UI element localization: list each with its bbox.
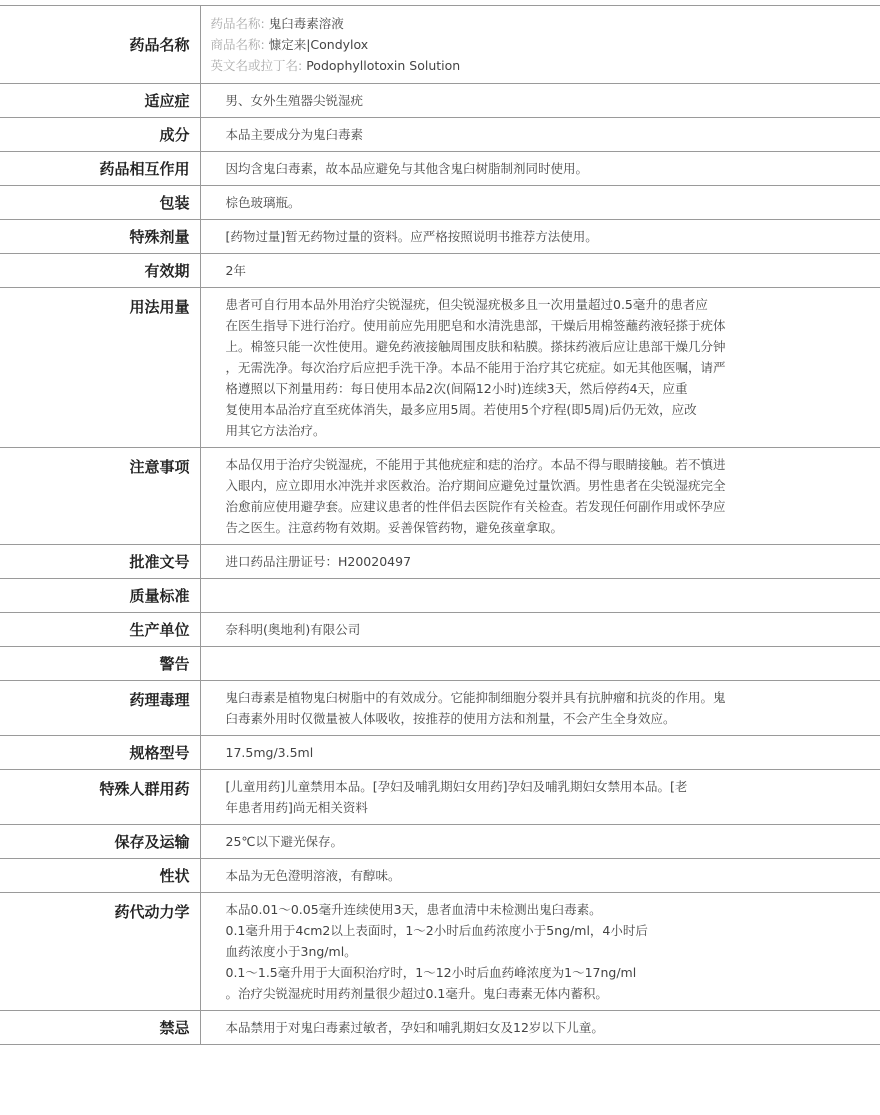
label-packaging: 包装	[0, 186, 200, 220]
dosage-line: 上。棉签只能一次性使用。避免药液接触周围皮肤和粘膜。搽抹药液后应让患部干燥几分钟	[225, 339, 726, 354]
row-appearance	[0, 859, 880, 893]
value-indication: 男、女外生殖器尖锐湿疣	[200, 84, 880, 118]
label-drug-name: 药品名称	[0, 6, 200, 84]
pharmacokinetics-line: 0.1毫升用于4cm2以上表面时，1～2小时后血药浓度小于5ng/ml，4小时后	[225, 923, 648, 938]
label-quality: 质量标准	[0, 579, 200, 613]
value-interactions: 因均含鬼臼毒素，故本品应避免与其他含鬼臼树脂制剂同时使用。	[200, 152, 880, 186]
dosage-line: ，无需洗净。每次治疗后应把手洗干净。本品不能用于治疗其它疣症。如无其他医嘱，请严	[225, 360, 726, 375]
label-ingredients: 成分	[0, 118, 200, 152]
dosage-line: 在医生指导下进行治疗。使用前应先用肥皂和水清洗患部，干燥后用棉签蘸药液轻搽于疣体	[225, 318, 726, 333]
label-dosage: 用法用量	[0, 288, 200, 448]
label-special-populations: 特殊人群用药	[0, 770, 200, 825]
value-storage: 25℃以下避光保存。	[200, 825, 880, 859]
value-approval: 进口药品注册证号：H20020497	[200, 545, 880, 579]
row-overdose	[0, 220, 880, 254]
english-name-label: 英文名或拉丁名:	[210, 58, 303, 73]
value-ingredients: 本品主要成分为鬼臼毒素	[200, 118, 880, 152]
row-specification	[0, 736, 880, 770]
value-pharmacology	[200, 681, 880, 736]
trade-name-line	[211, 34, 791, 55]
value-expiry: 2年	[200, 254, 880, 288]
label-manufacturer: 生产单位	[0, 613, 200, 647]
label-expiry: 有效期	[0, 254, 200, 288]
row-packaging	[0, 186, 880, 220]
row-special-populations	[0, 770, 880, 825]
row-storage	[0, 825, 880, 859]
english-name-line	[211, 55, 791, 76]
pharmacology-line: 鬼臼毒素是植物鬼臼树脂中的有效成分。它能抑制细胞分裂并具有抗肿瘤和抗炎的作用。鬼	[225, 690, 726, 705]
dosage-line: 患者可自行用本品外用治疗尖锐湿疣，但尖锐湿疣极多且一次用量超过0.5毫升的患者应	[225, 297, 708, 312]
trade-name-value: 慷定来|Condylox	[268, 37, 369, 52]
label-approval: 批准文号	[0, 545, 200, 579]
label-pharmacology: 药理毒理	[0, 681, 200, 736]
row-pharmacokinetics	[0, 893, 880, 1011]
value-drug-names	[200, 6, 880, 84]
label-overdose: 特殊剂量	[0, 220, 200, 254]
row-pharmacology	[0, 681, 880, 736]
dosage-line: 复使用本品治疗直至疣体消失，最多应用5周。若使用5个疗程(即5周)后仍无效，应改	[225, 402, 697, 417]
special-populations-line: [儿童用药]儿童禁用本品。[孕妇及哺乳期妇女用药]孕妇及哺乳期妇女禁用本品。[老	[225, 779, 688, 794]
value-specification: 17.5mg/3.5ml	[200, 736, 880, 770]
value-dosage	[200, 288, 880, 448]
label-interactions: 药品相互作用	[0, 152, 200, 186]
pharmacokinetics-line: 本品0.01～0.05毫升连续使用3天，患者血清中未检测出鬼臼毒素。	[225, 902, 602, 917]
value-quality	[200, 579, 880, 613]
label-storage: 保存及运输	[0, 825, 200, 859]
row-dosage	[0, 288, 880, 448]
value-pharmacokinetics	[200, 893, 880, 1011]
label-indication: 适应症	[0, 84, 200, 118]
row-precautions	[0, 448, 880, 545]
drug-info-table	[0, 5, 880, 1045]
dosage-line: 格遵照以下剂量用药：每日使用本品2次(间隔12小时)连续3天，然后停药4天，应重	[225, 381, 688, 396]
precautions-line: 告之医生。注意药物有效期。妥善保管药物，避免孩童拿取。	[225, 520, 564, 535]
row-drug-names	[0, 6, 880, 84]
value-packaging: 棕色玻璃瓶。	[200, 186, 880, 220]
pharmacokinetics-line: 。治疗尖锐湿疣时用药剂量很少超过0.1毫升。鬼臼毒素无体内蓄积。	[225, 986, 608, 1001]
label-appearance: 性状	[0, 859, 200, 893]
row-contraindications	[0, 1011, 880, 1045]
generic-name-label: 药品名称:	[210, 16, 265, 31]
row-interactions	[0, 152, 880, 186]
value-appearance: 本品为无色澄明溶液，有醇味。	[200, 859, 880, 893]
dosage-line: 用其它方法治疗。	[225, 423, 326, 438]
row-quality	[0, 579, 880, 613]
precautions-line: 治愈前应使用避孕套。应建议患者的性伴侣去医院作有关检查。若发现任何副作用或怀孕应	[225, 499, 726, 514]
row-indication	[0, 84, 880, 118]
value-overdose: [药物过量]暂无药物过量的资料。应严格按照说明书推荐方法使用。	[200, 220, 880, 254]
english-name-value: Podophyllotoxin Solution	[306, 58, 461, 73]
label-contraindications: 禁忌	[0, 1011, 200, 1045]
value-special-populations	[200, 770, 880, 825]
row-ingredients	[0, 118, 880, 152]
pharmacokinetics-line: 血药浓度小于3ng/ml。	[225, 944, 357, 959]
label-pharmacokinetics: 药代动力学	[0, 893, 200, 1011]
row-approval	[0, 545, 880, 579]
label-specification: 规格型号	[0, 736, 200, 770]
row-expiry	[0, 254, 880, 288]
generic-name-line	[211, 13, 791, 34]
value-contraindications: 本品禁用于对鬼臼毒素过敏者，孕妇和哺乳期妇女及12岁以下儿童。	[200, 1011, 880, 1045]
trade-name-label: 商品名称:	[210, 37, 265, 52]
value-precautions	[200, 448, 880, 545]
row-warning	[0, 647, 880, 681]
generic-name-value: 鬼臼毒素溶液	[268, 16, 344, 31]
label-warning: 警告	[0, 647, 200, 681]
special-populations-line: 年患者用药]尚无相关资料	[225, 800, 368, 815]
label-precautions: 注意事项	[0, 448, 200, 545]
pharmacokinetics-line: 0.1～1.5毫升用于大面积治疗时，1～12小时后血药峰浓度为1～17ng/ml	[225, 965, 637, 980]
precautions-line: 入眼内，应立即用水冲洗并求医救治。治疗期间应避免过量饮酒。男性患者在尖锐湿疣完全	[225, 478, 726, 493]
value-warning	[200, 647, 880, 681]
row-manufacturer	[0, 613, 880, 647]
pharmacology-line: 臼毒素外用时仅微量被人体吸收，按推荐的使用方法和剂量，不会产生全身效应。	[225, 711, 676, 726]
precautions-line: 本品仅用于治疗尖锐湿疣，不能用于其他疣症和痣的治疗。本品不得与眼睛接触。若不慎进	[225, 457, 726, 472]
value-manufacturer: 奈科明(奥地利)有限公司	[200, 613, 880, 647]
